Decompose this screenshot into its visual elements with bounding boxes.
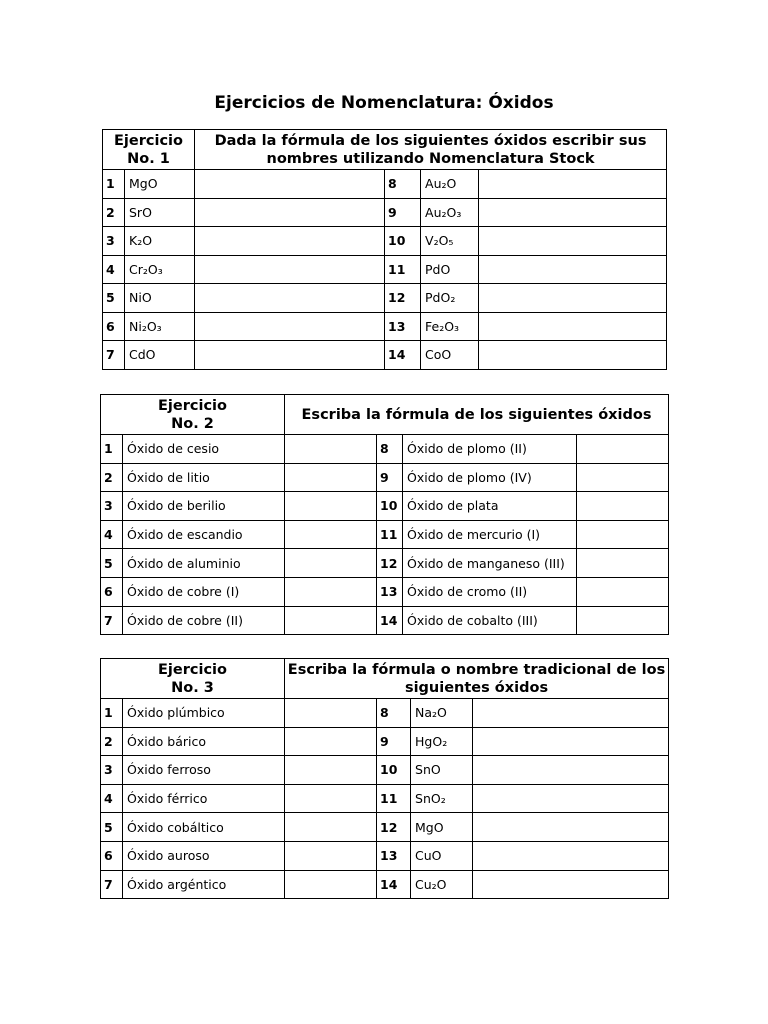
- item-label: Fe₂O₃: [421, 312, 479, 341]
- answer-cell[interactable]: [473, 756, 669, 785]
- item-number: 14: [377, 870, 411, 899]
- answer-cell[interactable]: [473, 699, 669, 728]
- item-label: Óxido de escandio: [123, 520, 285, 549]
- item-number: 1: [101, 699, 123, 728]
- answer-cell[interactable]: [285, 699, 377, 728]
- item-label: Óxido de cobre (I): [123, 577, 285, 606]
- answer-cell[interactable]: [473, 727, 669, 756]
- item-number: 11: [377, 520, 403, 549]
- answer-cell[interactable]: [285, 841, 377, 870]
- item-label: PdO: [421, 255, 479, 284]
- answer-cell[interactable]: [285, 577, 377, 606]
- answer-cell[interactable]: [285, 520, 377, 549]
- item-number: 6: [101, 577, 123, 606]
- item-label: Óxido bárico: [123, 727, 285, 756]
- item-label: MgO: [411, 813, 473, 842]
- item-number: 2: [101, 463, 123, 492]
- item-number: 8: [385, 170, 421, 199]
- answer-cell[interactable]: [195, 255, 385, 284]
- item-label: Au₂O₃: [421, 198, 479, 227]
- exercise-label-line1: Ejercicio: [158, 661, 227, 678]
- answer-cell[interactable]: [195, 198, 385, 227]
- item-number: 4: [101, 784, 123, 813]
- answer-cell[interactable]: [577, 606, 669, 635]
- answer-cell[interactable]: [479, 284, 667, 313]
- item-number: 4: [103, 255, 125, 284]
- item-number: 9: [377, 463, 403, 492]
- item-number: 13: [385, 312, 421, 341]
- exercise-header: [103, 130, 667, 170]
- item-number: 12: [377, 549, 403, 578]
- item-label: Óxido de cobre (II): [123, 606, 285, 635]
- table-row: [103, 312, 667, 341]
- exercise-label-line2: No. 2: [171, 415, 214, 432]
- exercise-instruction: Dada la fórmula de los siguientes óxidos escribir sus nombres utilizando Nomenclatura Stock: [195, 130, 667, 170]
- table-row: [101, 756, 669, 785]
- answer-cell[interactable]: [195, 341, 385, 370]
- exercise-3-table: [100, 658, 669, 899]
- item-label: SnO: [411, 756, 473, 785]
- answer-cell[interactable]: [285, 463, 377, 492]
- answer-cell[interactable]: [285, 435, 377, 464]
- exercise-label: [101, 395, 285, 435]
- answer-cell[interactable]: [285, 549, 377, 578]
- item-number: 8: [377, 435, 403, 464]
- answer-cell[interactable]: [285, 784, 377, 813]
- table-row: [101, 784, 669, 813]
- item-number: 1: [101, 435, 123, 464]
- answer-cell[interactable]: [473, 870, 669, 899]
- exercise-instruction: Escriba la fórmula de los siguientes óxidos: [285, 395, 669, 435]
- item-number: 2: [101, 727, 123, 756]
- table-row: [101, 606, 669, 635]
- exercise-header: [101, 659, 669, 699]
- item-label: Óxido de aluminio: [123, 549, 285, 578]
- exercise-header: [101, 395, 669, 435]
- item-label: Óxido de berilio: [123, 492, 285, 521]
- item-number: 12: [385, 284, 421, 313]
- item-number: 12: [377, 813, 411, 842]
- item-number: 6: [101, 841, 123, 870]
- item-label: Óxido de cobalto (III): [403, 606, 577, 635]
- answer-cell[interactable]: [473, 784, 669, 813]
- table-row: [103, 198, 667, 227]
- item-label: Óxido de manganeso (III): [403, 549, 577, 578]
- answer-cell[interactable]: [195, 227, 385, 256]
- item-number: 7: [101, 606, 123, 635]
- exercise-label-line2: No. 1: [127, 150, 170, 167]
- item-label: Óxido auroso: [123, 841, 285, 870]
- exercise-instruction: Escriba la fórmula o nombre tradicional de los siguientes óxidos: [285, 659, 669, 699]
- item-number: 13: [377, 577, 403, 606]
- answer-cell[interactable]: [195, 284, 385, 313]
- exercise-label-line1: Ejercicio: [158, 397, 227, 414]
- answer-cell[interactable]: [479, 312, 667, 341]
- table-row: [101, 435, 669, 464]
- item-number: 14: [377, 606, 403, 635]
- item-number: 5: [101, 549, 123, 578]
- table-row: [101, 870, 669, 899]
- exercise-label-line2: No. 3: [171, 679, 214, 696]
- item-label: NiO: [125, 284, 195, 313]
- item-number: 2: [103, 198, 125, 227]
- answer-cell[interactable]: [577, 463, 669, 492]
- item-number: 8: [377, 699, 411, 728]
- item-label: Óxido plúmbico: [123, 699, 285, 728]
- item-label: K₂O: [125, 227, 195, 256]
- table-row: [101, 813, 669, 842]
- answer-cell[interactable]: [577, 492, 669, 521]
- item-number: 11: [385, 255, 421, 284]
- item-number: 6: [103, 312, 125, 341]
- table-row: [103, 170, 667, 199]
- exercise-label-line1: Ejercicio: [114, 132, 183, 149]
- item-label: Na₂O: [411, 699, 473, 728]
- item-label: SnO₂: [411, 784, 473, 813]
- table-row: [101, 492, 669, 521]
- item-label: SrO: [125, 198, 195, 227]
- item-number: 4: [101, 520, 123, 549]
- item-label: Óxido de litio: [123, 463, 285, 492]
- item-number: 1: [103, 170, 125, 199]
- answer-cell[interactable]: [285, 870, 377, 899]
- item-label: Óxido de mercurio (I): [403, 520, 577, 549]
- item-number: 3: [101, 492, 123, 521]
- table-row: [101, 727, 669, 756]
- table-row: [103, 227, 667, 256]
- exercise-1-table: [102, 129, 667, 370]
- item-label: Óxido de cromo (II): [403, 577, 577, 606]
- answer-cell[interactable]: [195, 312, 385, 341]
- answer-cell[interactable]: [479, 227, 667, 256]
- exercise-label: [101, 659, 285, 699]
- item-number: 13: [377, 841, 411, 870]
- answer-cell[interactable]: [479, 198, 667, 227]
- item-number: 9: [385, 198, 421, 227]
- item-label: Óxido de cesio: [123, 435, 285, 464]
- page-title: Ejercicios de Nomenclatura: Óxidos: [214, 93, 554, 113]
- item-number: 3: [103, 227, 125, 256]
- item-label: MgO: [125, 170, 195, 199]
- table-row: [101, 463, 669, 492]
- answer-cell[interactable]: [473, 841, 669, 870]
- item-label: PdO₂: [421, 284, 479, 313]
- item-number: 5: [101, 813, 123, 842]
- item-number: 10: [377, 492, 403, 521]
- table-row: [103, 284, 667, 313]
- exercise-label: [103, 130, 195, 170]
- answer-cell[interactable]: [473, 813, 669, 842]
- answer-cell[interactable]: [479, 255, 667, 284]
- answer-cell[interactable]: [285, 727, 377, 756]
- item-number: 10: [377, 756, 411, 785]
- item-label: Óxido argéntico: [123, 870, 285, 899]
- table-row: [101, 577, 669, 606]
- item-number: 5: [103, 284, 125, 313]
- answer-cell[interactable]: [285, 606, 377, 635]
- item-number: 9: [377, 727, 411, 756]
- item-label: Óxido de plomo (IV): [403, 463, 577, 492]
- item-label: Óxido férrico: [123, 784, 285, 813]
- item-label: CoO: [421, 341, 479, 370]
- table-row: [101, 520, 669, 549]
- item-number: 14: [385, 341, 421, 370]
- table-row: [103, 341, 667, 370]
- item-label: Óxido de plomo (II): [403, 435, 577, 464]
- answer-cell[interactable]: [285, 492, 377, 521]
- answer-cell[interactable]: [479, 170, 667, 199]
- item-number: 11: [377, 784, 411, 813]
- answer-cell[interactable]: [577, 520, 669, 549]
- item-number: 7: [103, 341, 125, 370]
- item-number: 7: [101, 870, 123, 899]
- item-number: 10: [385, 227, 421, 256]
- table-row: [101, 699, 669, 728]
- item-label: Óxido cobáltico: [123, 813, 285, 842]
- item-label: CdO: [125, 341, 195, 370]
- item-label: Cr₂O₃: [125, 255, 195, 284]
- item-label: HgO₂: [411, 727, 473, 756]
- answer-cell[interactable]: [577, 549, 669, 578]
- answer-cell[interactable]: [285, 756, 377, 785]
- table-row: [101, 841, 669, 870]
- answer-cell[interactable]: [195, 170, 385, 199]
- answer-cell[interactable]: [577, 435, 669, 464]
- item-label: Óxido ferroso: [123, 756, 285, 785]
- answer-cell[interactable]: [285, 813, 377, 842]
- table-row: [101, 549, 669, 578]
- answer-cell[interactable]: [577, 577, 669, 606]
- item-label: Cu₂O: [411, 870, 473, 899]
- table-row: [103, 255, 667, 284]
- item-label: Au₂O: [421, 170, 479, 199]
- exercise-2-table: [100, 394, 669, 635]
- item-label: Óxido de plata: [403, 492, 577, 521]
- item-label: Ni₂O₃: [125, 312, 195, 341]
- answer-cell[interactable]: [479, 341, 667, 370]
- item-label: CuO: [411, 841, 473, 870]
- item-number: 3: [101, 756, 123, 785]
- item-label: V₂O₅: [421, 227, 479, 256]
